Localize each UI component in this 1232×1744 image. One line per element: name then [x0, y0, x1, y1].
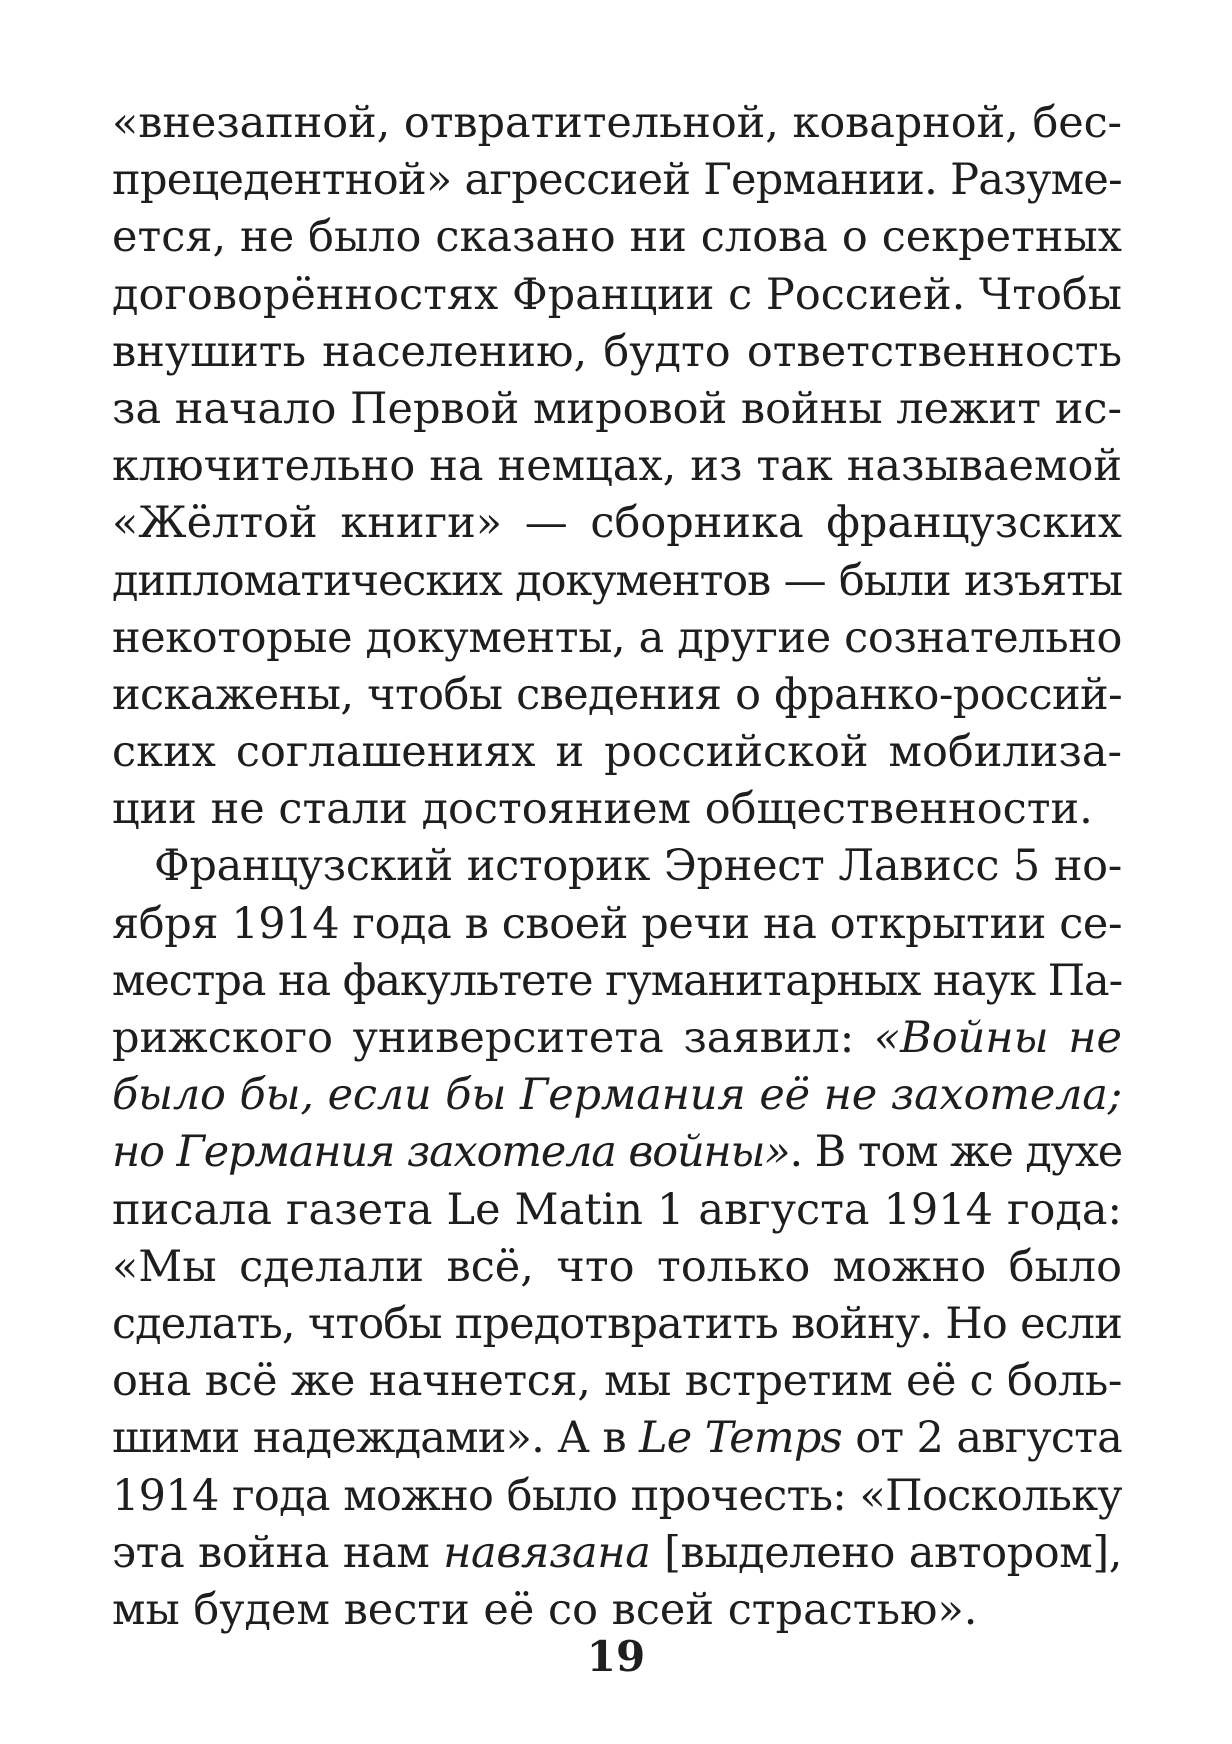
text-line: искажены, чтобы сведения о франко-россий- [112, 669, 1122, 720]
text-line: «Жёлтой книги» — сборника французских [112, 498, 1122, 549]
text-line: за начало Первой мировой войны лежит ис- [112, 383, 1122, 434]
text-line: ется, не было сказано ни слова о секретных [112, 212, 1122, 263]
text-line: «внезапной, отвратительной, коварной, бес- [112, 98, 1122, 148]
text-line: ских соглашениях и российской мобилиза- [112, 727, 1122, 778]
paragraph-1 [112, 95, 1122, 838]
newspaper-title-italic: Le Temps [639, 1413, 842, 1464]
text-line: местра на факультете гуманитарных наук Па- [112, 955, 1122, 1006]
text-line [112, 1010, 1122, 1067]
text-line: дипломатических документов — были изъяты [112, 555, 1122, 606]
text-line: некоторые документы, а другие сознательно [112, 612, 1122, 663]
text-line [112, 1124, 1122, 1181]
text-line [112, 1525, 1122, 1582]
text-line: прецедентной» агрессией Германии. Разуме- [112, 155, 1122, 206]
text-line [112, 1067, 1122, 1124]
text-line: 1914 года можно было прочесть: «Поскольку [112, 1470, 1122, 1521]
text-line: мы будем вести её со всей страстью». [112, 1584, 978, 1635]
text-line: «Мы сделали всё, что только можно было [112, 1241, 1122, 1292]
quote-italic: было бы, если бы Германия её не захотела; [112, 1070, 1122, 1121]
text-line: писала газета Le Matin 1 августа 1914 года: [112, 1184, 1122, 1235]
page-number: 19 [586, 1632, 646, 1681]
text-line: ции не стали достоянием общественности. [112, 784, 1093, 835]
text-segment: [выделено автором], [650, 1527, 1122, 1578]
text-line: Французский историк Эрнест Лависс 5 но- [154, 841, 1122, 892]
text-line: ября 1914 года в своей речи на открытии се- [112, 898, 1122, 949]
text-line: она всё же начнется, мы встретим её с боль- [112, 1356, 1122, 1407]
text-segment: шими надеждами». А в [112, 1413, 640, 1464]
text-segment: эта война нам [112, 1527, 444, 1578]
text-segment: от 2 августа [841, 1413, 1122, 1464]
text-line: ключительно на немцах, из так называемой [112, 441, 1122, 492]
quote-italic: «Войны не [873, 1013, 1122, 1063]
text-line: сделать, чтобы предотвратить войну. Но если [112, 1298, 1122, 1349]
quote-italic: но Германия захотела войны» [112, 1127, 790, 1178]
text-segment: рижского университета заявил: [112, 1013, 874, 1063]
body-text [112, 95, 1122, 1639]
text-segment: . В том же духе [789, 1127, 1122, 1178]
paragraph-2 [112, 838, 1122, 1639]
text-line [112, 1410, 1122, 1467]
emphasis-italic: навязана [443, 1527, 651, 1578]
text-line: внушить населению, будто ответственность [112, 326, 1122, 377]
text-line: договорённостях Франции с Россией. Чтобы [112, 269, 1122, 320]
